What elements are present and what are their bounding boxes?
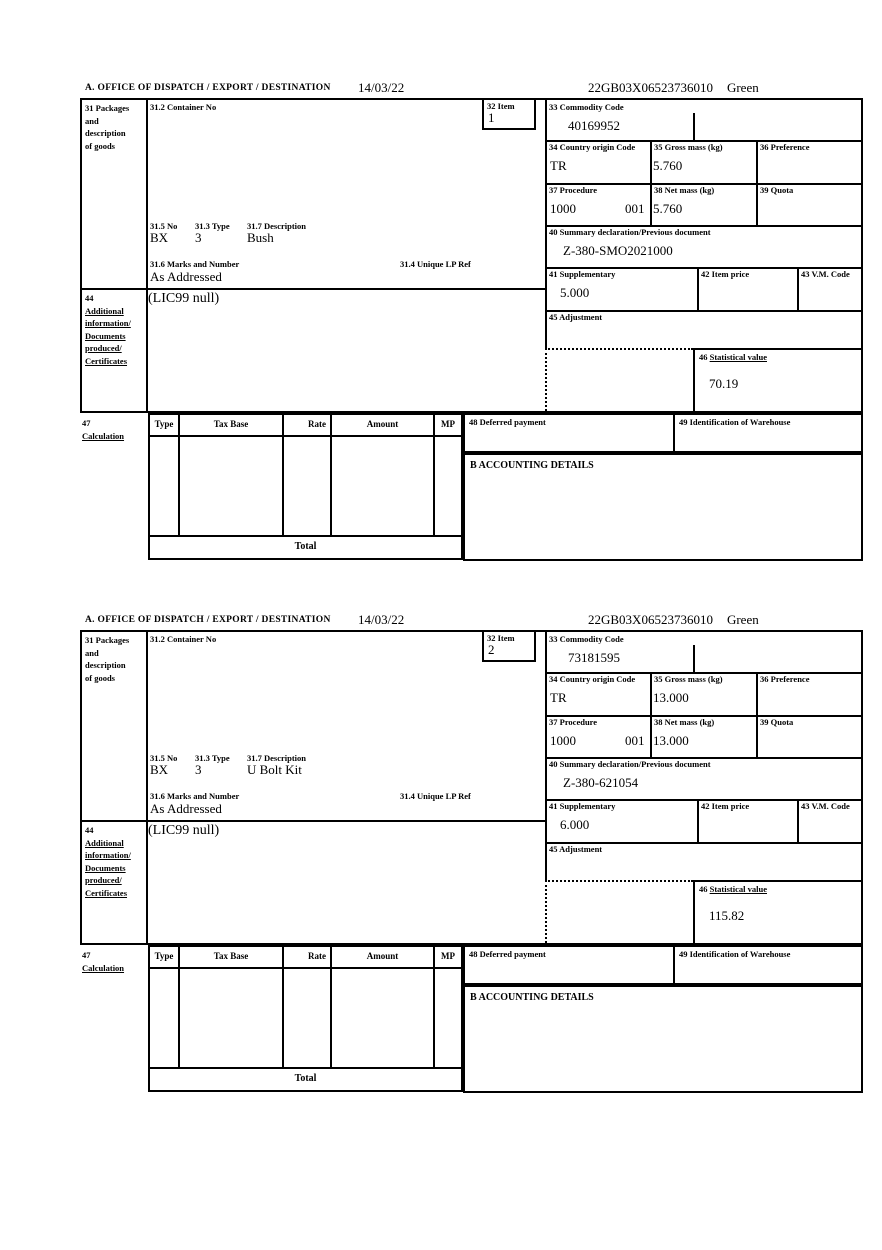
box33-commodity-code-label: 33 Commodity Code	[549, 102, 624, 112]
col-type: Type	[150, 415, 180, 435]
col-amount: Amount	[332, 947, 435, 967]
previous-document-value: Z-380-621054	[563, 775, 639, 790]
office-of-dispatch-label: A. OFFICE OF DISPATCH / EXPORT / DESTINATION	[85, 615, 331, 625]
declaration-reference	[588, 80, 759, 96]
divider-line	[146, 100, 148, 411]
col-rate: Rate	[284, 947, 332, 967]
box31-7-description-label: 31.7 Description	[247, 221, 307, 231]
movement-reference-number: 22GB03X06523736010	[588, 612, 713, 627]
item-number-value: 2	[488, 642, 495, 657]
box31-2-container-no-label: 31.2 Container No	[150, 634, 217, 644]
package-type-value: 3	[195, 762, 202, 777]
box49-label: 49 Identification of Warehouse	[679, 417, 791, 427]
tax-calculation-table	[148, 945, 463, 1092]
additional-info-value: (LIC99 null)	[148, 291, 220, 306]
box38-net-mass-label: 38 Net mass (kg)	[654, 717, 715, 727]
box32-item-label: 32 Item	[487, 101, 515, 111]
box31-5-no-label: 31.5 No	[150, 753, 178, 763]
box31-4-unique-lp-ref-label: 31.4 Unique LP Ref	[400, 259, 471, 269]
gross-mass-value: 13.000	[653, 690, 689, 705]
box48-deferred-payment	[463, 945, 675, 985]
box46-statistical-value-box	[693, 880, 861, 943]
item-detail-box	[80, 630, 863, 945]
goods-description-value: U Bolt Kit	[247, 762, 302, 777]
col-type: Type	[150, 947, 180, 967]
calc-total-row: Total	[150, 1067, 461, 1090]
box31-6-marks-label: 31.6 Marks and Number	[150, 259, 240, 269]
movement-reference-number: 22GB03X06523736010	[588, 80, 713, 95]
dotted-divider-line	[545, 880, 547, 943]
commodity-code-value: 40169952	[568, 118, 620, 133]
col-mp: MP	[441, 419, 455, 429]
box43-vm-code-label: 43 V.M. Code	[801, 801, 850, 811]
goods-description-value: Bush	[247, 230, 274, 245]
accounting-details-label: B ACCOUNTING DETAILS	[470, 460, 594, 471]
statistical-value: 115.82	[709, 908, 745, 923]
divider-line	[697, 267, 699, 310]
previous-document-value: Z-380-SMO2021000	[563, 243, 673, 258]
accounting-details-box	[463, 985, 863, 1093]
box31-3-type-label: 31.3 Type	[195, 753, 230, 763]
col-tax-base: Tax Base	[180, 947, 284, 967]
box31-packages-label: 31 Packages and description of goods	[85, 635, 130, 683]
marks-and-number-value: As Addressed	[150, 801, 222, 816]
box36-preference-label: 36 Preference	[760, 142, 810, 152]
routing-status: Green	[726, 80, 759, 95]
net-mass-value: 13.000	[653, 733, 689, 748]
divider-line	[756, 672, 758, 757]
box44-additional-info-label: 44 Additional information/ Documents produced/ Certificates	[85, 293, 131, 366]
box46-statistical-value-label: 46 Statistical value	[699, 884, 767, 894]
routing-status: Green	[726, 612, 759, 627]
box48-label: 48 Deferred payment	[469, 417, 546, 427]
box43-vm-code-label: 43 V.M. Code	[801, 269, 850, 279]
package-no-value: BX	[150, 762, 169, 777]
declaration-date: 14/03/22	[358, 80, 405, 95]
box34-country-origin-label: 34 Country origin Code	[549, 674, 636, 684]
col-rate: Rate	[284, 415, 332, 435]
declaration-date: 14/03/22	[358, 612, 405, 627]
box49-identification-of-warehouse	[673, 413, 863, 453]
box31-7-description-label: 31.7 Description	[247, 753, 307, 763]
box37-procedure-label: 37 Procedure	[549, 185, 598, 195]
procedure-value: 1000	[550, 201, 576, 216]
country-origin-value: TR	[550, 158, 567, 173]
box31-6-marks-label: 31.6 Marks and Number	[150, 791, 240, 801]
tax-calculation-table	[148, 413, 463, 560]
box48-label: 48 Deferred payment	[469, 949, 546, 959]
calc-table-header-row	[150, 947, 461, 969]
box38-net-mass-label: 38 Net mass (kg)	[654, 185, 715, 195]
dotted-divider-line	[545, 880, 693, 882]
declaration-item-2	[80, 612, 863, 1094]
box48-deferred-payment	[463, 413, 675, 453]
calc-table-body-row	[150, 437, 461, 535]
calc-table-body-row	[150, 969, 461, 1067]
procedure-value: 1000	[550, 733, 576, 748]
supplementary-value: 6.000	[560, 817, 590, 832]
divider-line	[756, 140, 758, 225]
box31-4-unique-lp-ref-label: 31.4 Unique LP Ref	[400, 791, 471, 801]
divider-line	[650, 140, 652, 225]
package-type-value: 3	[195, 230, 202, 245]
divider-line	[697, 799, 699, 842]
box45-adjustment-label: 45 Adjustment	[549, 312, 603, 322]
box31-5-no-label: 31.5 No	[150, 221, 178, 231]
box31-packages-label: 31 Packages and description of goods	[85, 103, 130, 151]
procedure-extra-value: 001	[625, 201, 645, 216]
box32-item-label: 32 Item	[487, 633, 515, 643]
box39-quota-label: 39 Quota	[760, 717, 794, 727]
divider-line	[797, 267, 799, 310]
box31-3-type-label: 31.3 Type	[195, 221, 230, 231]
box33-commodity-code-label: 33 Commodity Code	[549, 634, 624, 644]
box35-gross-mass-label: 35 Gross mass (kg)	[654, 674, 723, 684]
box46-statistical-value-box	[693, 348, 861, 411]
box41-supplementary-label: 41 Supplementary	[549, 269, 616, 279]
col-tax-base: Tax Base	[180, 415, 284, 435]
box32-item-box	[482, 100, 536, 130]
item-number-value: 1	[488, 110, 495, 125]
box47-calculation-label: 47 Calculation	[82, 418, 125, 441]
box37-procedure-label: 37 Procedure	[549, 717, 598, 727]
box49-label: 49 Identification of Warehouse	[679, 949, 791, 959]
net-mass-value: 5.760	[653, 201, 683, 216]
box49-identification-of-warehouse	[673, 945, 863, 985]
box32-item-box	[482, 632, 536, 662]
divider-line	[82, 820, 545, 822]
accounting-details-label: B ACCOUNTING DETAILS	[470, 992, 594, 1003]
divider-line	[82, 288, 545, 290]
divider-line	[146, 632, 148, 943]
col-mp: MP	[441, 951, 455, 961]
field-separator-line	[693, 113, 695, 140]
divider-line	[650, 672, 652, 757]
box31-2-container-no-label: 31.2 Container No	[150, 102, 217, 112]
item-detail-box	[80, 98, 863, 413]
accounting-details-box	[463, 453, 863, 561]
box42-item-price-label: 42 Item price	[701, 801, 750, 811]
package-no-value: BX	[150, 230, 169, 245]
divider-line	[797, 799, 799, 842]
dotted-divider-line	[545, 348, 547, 411]
office-of-dispatch-label: A. OFFICE OF DISPATCH / EXPORT / DESTINATION	[85, 83, 331, 93]
supplementary-value: 5.000	[560, 285, 590, 300]
dotted-divider-line	[545, 348, 693, 350]
box41-supplementary-label: 41 Supplementary	[549, 801, 616, 811]
gross-mass-value: 5.760	[653, 158, 683, 173]
field-separator-line	[693, 645, 695, 672]
box40-previous-document-label: 40 Summary declaration/Previous document	[549, 227, 711, 237]
box39-quota-label: 39 Quota	[760, 185, 794, 195]
box42-item-price-label: 42 Item price	[701, 269, 750, 279]
box35-gross-mass-label: 35 Gross mass (kg)	[654, 142, 723, 152]
marks-and-number-value: As Addressed	[150, 269, 222, 284]
box45-adjustment-label: 45 Adjustment	[549, 844, 603, 854]
commodity-code-value: 73181595	[568, 650, 620, 665]
declaration-reference	[588, 612, 759, 628]
col-amount: Amount	[332, 415, 435, 435]
declaration-item-1	[80, 80, 863, 562]
box44-additional-info-label: 44 Additional information/ Documents produced/ Certificates	[85, 825, 131, 898]
calc-total-row: Total	[150, 535, 461, 558]
box34-country-origin-label: 34 Country origin Code	[549, 142, 636, 152]
calc-table-header-row	[150, 415, 461, 437]
country-origin-value: TR	[550, 690, 567, 705]
box40-previous-document-label: 40 Summary declaration/Previous document	[549, 759, 711, 769]
box36-preference-label: 36 Preference	[760, 674, 810, 684]
procedure-extra-value: 001	[625, 733, 645, 748]
box46-statistical-value-label: 46 Statistical value	[699, 352, 767, 362]
box47-calculation-label: 47 Calculation	[82, 950, 125, 973]
additional-info-value: (LIC99 null)	[148, 823, 220, 838]
statistical-value: 70.19	[709, 376, 739, 391]
